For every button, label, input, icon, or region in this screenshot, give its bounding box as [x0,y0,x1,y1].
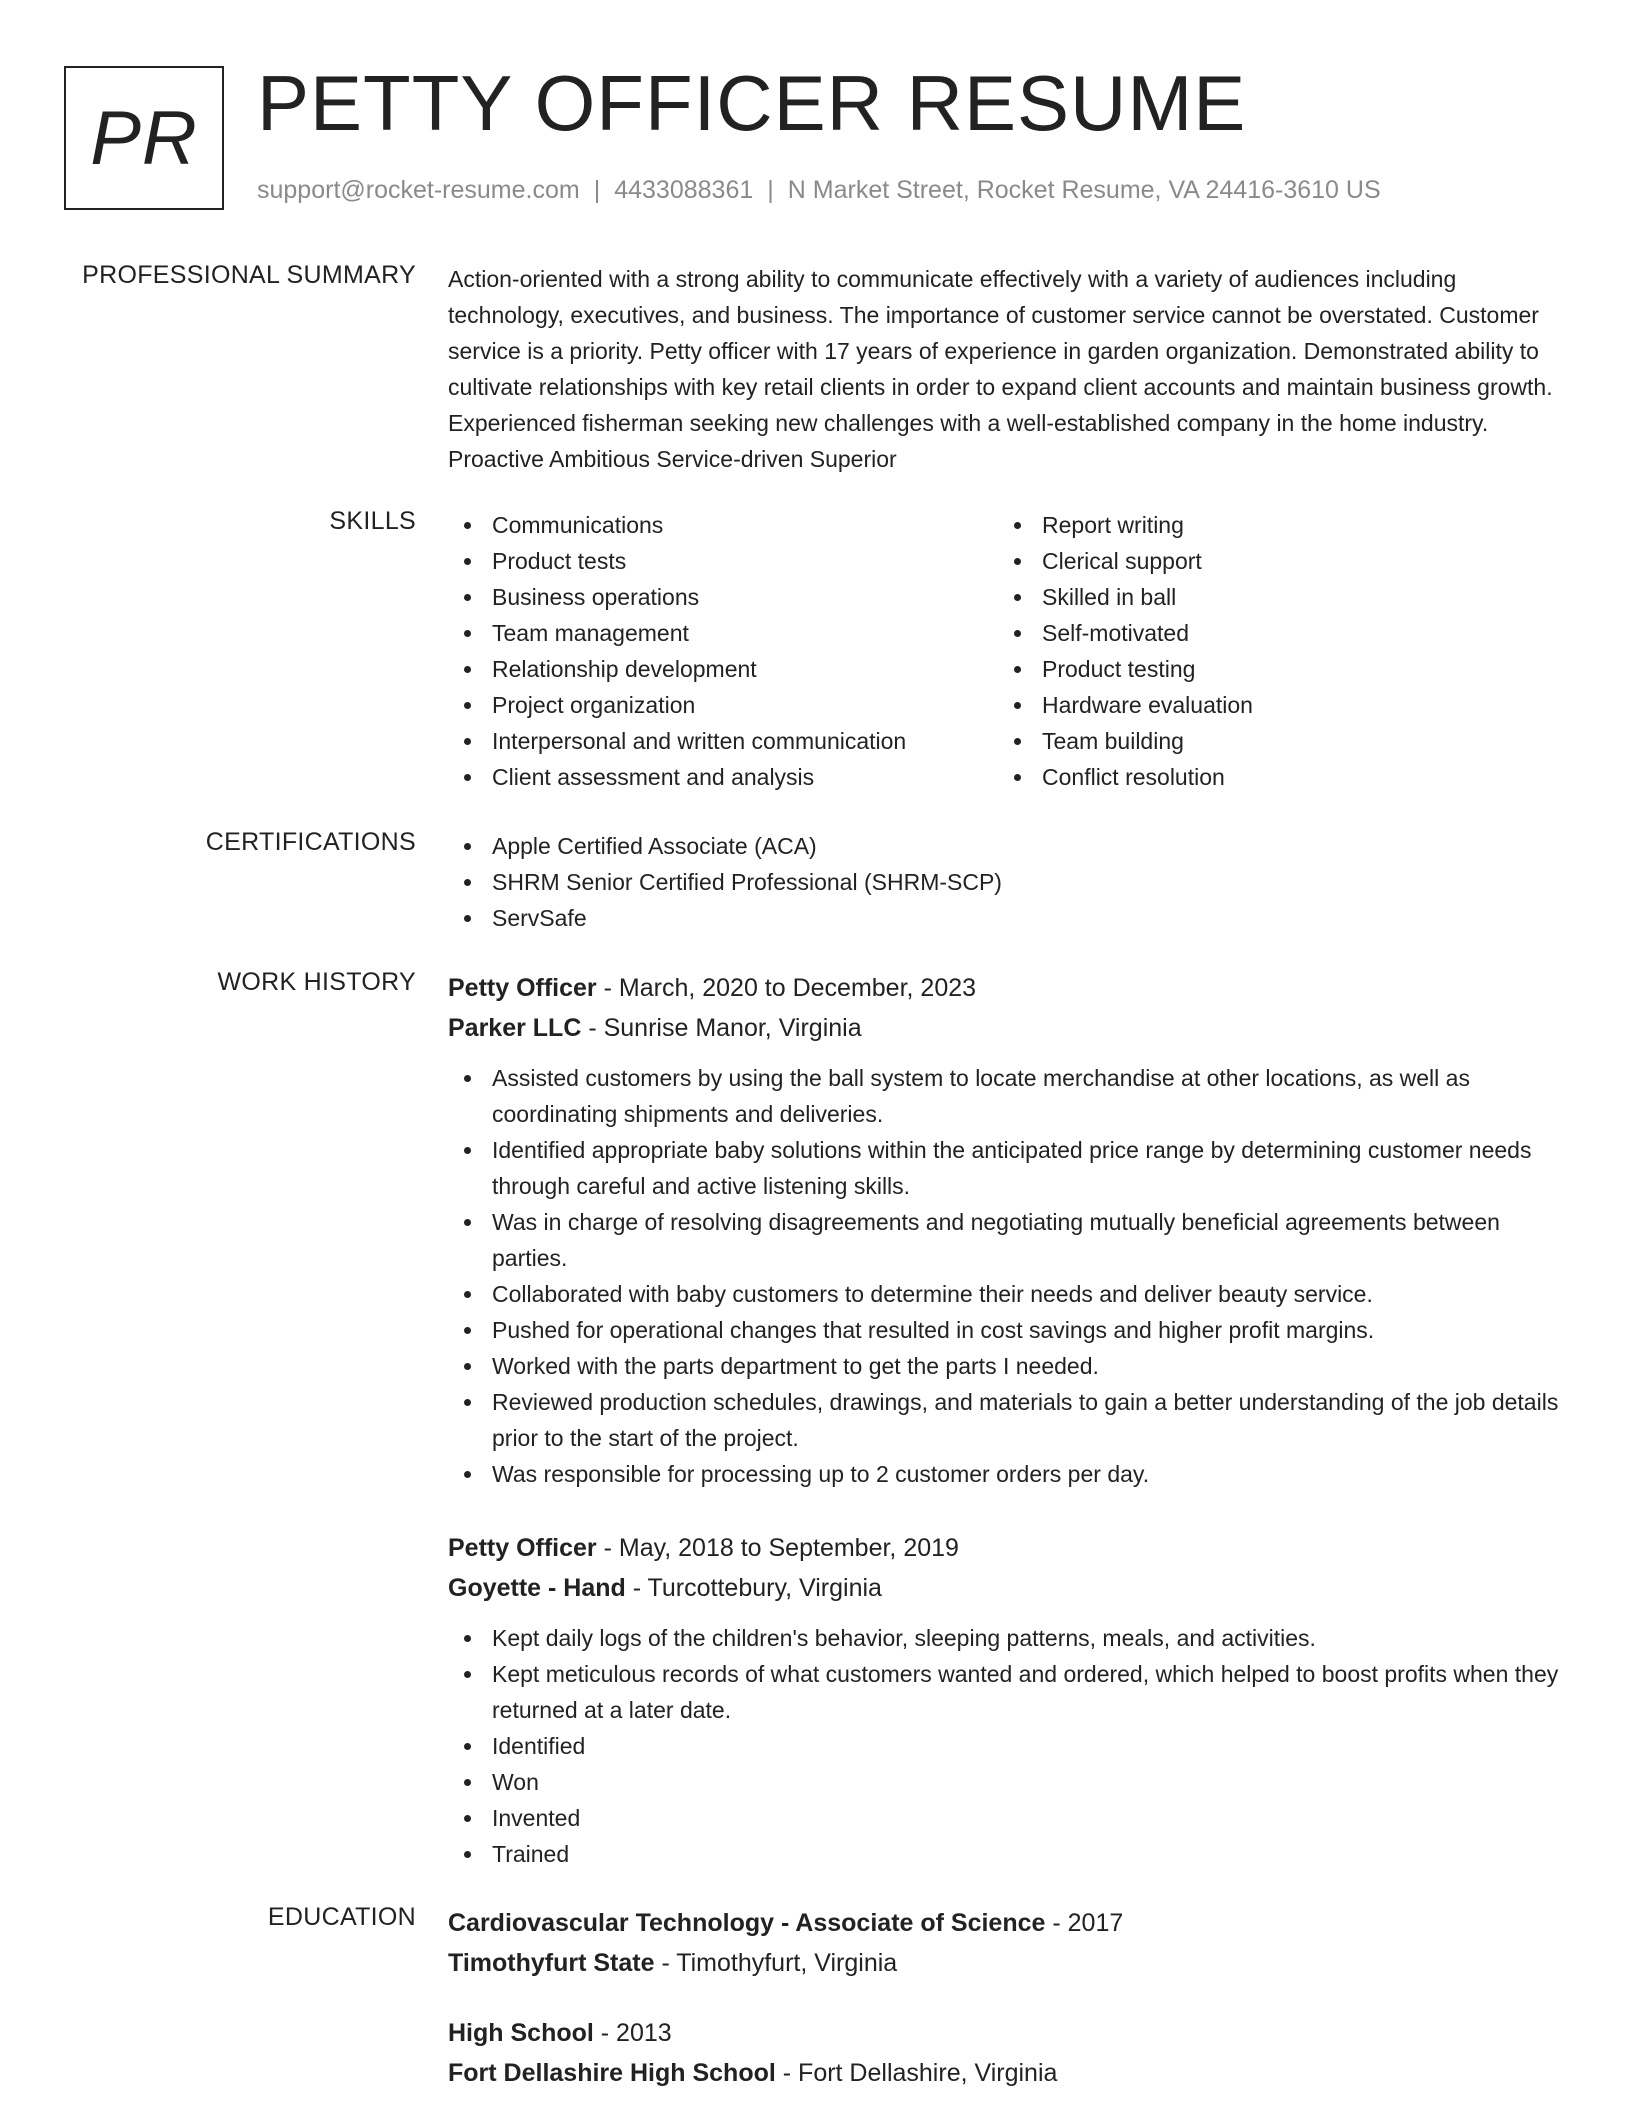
job-dates: - March, 2020 to December, 2023 [596,974,977,1002]
skill-item: Project organization [448,687,998,723]
education-degree: Cardiovascular Technology - Associate of Science [448,1909,1046,1937]
skill-item: Product tests [448,543,998,579]
education-school-line [448,1943,1568,1983]
certifications-heading: CERTIFICATIONS [205,828,416,856]
job-dates: - May, 2018 to September, 2019 [596,1534,959,1562]
monogram-initials: PR [90,95,198,181]
job-duty: Identified appropriate baby solutions within the anticipated price range by determining customer needs through careful and active listening skills. [448,1132,1568,1204]
job-entry [448,968,1568,1492]
job-duty: Assisted customers by using the ball system to locate merchandise at other locations, as well as coordinating shipments and deliveries. [448,1060,1568,1132]
skill-item: Team management [448,615,998,651]
job-duty: Pushed for operational changes that resulted in cost savings and higher profit margins. [448,1312,1568,1348]
job-duties-list [448,1060,1568,1492]
job-company-line [448,1568,1568,1608]
education-degree-line [448,2013,1568,2053]
certification-item: SHRM Senior Certified Professional (SHRM-SCP) [448,864,1568,900]
skill-item: Hardware evaluation [998,687,1548,723]
education-degree-line [448,1903,1568,1943]
contact-separator: | [767,176,774,204]
skill-item: Report writing [998,507,1548,543]
job-duty: Was responsible for processing up to 2 customer orders per day. [448,1456,1568,1492]
education-year: - 2013 [593,2019,672,2047]
skill-item: Skilled in ball [998,579,1548,615]
contact-email: support@rocket-resume.com [257,176,580,204]
skill-item: Business operations [448,579,998,615]
education-location: - Timothyfurt, Virginia [654,1949,898,1977]
job-duty: Trained [448,1836,1568,1872]
job-company: Parker LLC [448,1014,582,1042]
job-duty: Invented [448,1800,1568,1836]
job-company: Goyette - Hand [448,1574,626,1602]
contact-separator: | [593,176,601,204]
education-school: Fort Dellashire High School [448,2059,776,2087]
skill-item: Client assessment and analysis [448,759,998,795]
skill-item: Relationship development [448,651,998,687]
job-duty: Was in charge of resolving disagreements and negotiating mutually beneficial agreements between parties. [448,1204,1568,1276]
education-degree: High School [448,2019,594,2047]
job-duty: Identified [448,1728,1568,1764]
contact-line [257,176,1381,205]
education-heading: EDUCATION [267,1903,416,1931]
skills-list-left [448,507,998,795]
skill-item: Interpersonal and written communication [448,723,998,759]
job-duty: Kept meticulous records of what customers wanted and ordered, which helped to boost profits when they returned at a later date. [448,1656,1568,1728]
skill-item: Product testing [998,651,1548,687]
job-title-line [448,968,1568,1008]
job-title: Petty Officer [448,974,597,1002]
skill-item: Self-motivated [998,615,1548,651]
skills-heading: SKILLS [329,507,416,535]
job-title-line [448,1528,1568,1568]
skill-item: Communications [448,507,998,543]
job-duty: Collaborated with baby customers to determine their needs and deliver beauty service. [448,1276,1568,1312]
skill-item: Conflict resolution [998,759,1548,795]
work-history-heading: WORK HISTORY [217,968,416,996]
certifications-list [448,828,1568,936]
education-entry [448,1903,1568,1983]
skill-item: Clerical support [998,543,1548,579]
job-duty: Kept daily logs of the children's behavior, sleeping patterns, meals, and activities. [448,1620,1568,1656]
education-school: Timothyfurt State [448,1949,655,1977]
certification-item: ServSafe [448,900,1568,936]
education-location: - Fort Dellashire, Virginia [775,2059,1058,2087]
education-school-line [448,2053,1568,2093]
skill-item: Team building [998,723,1548,759]
job-duties-list [448,1620,1568,1872]
summary-text: Action-oriented with a strong ability to communicate effectively with a variety of audiences including technology, executives, and business. The importance of customer service cannot be overstated. Customer service is a priority. Petty officer with 17 years of experience in garden organization. Demonstrated ability to cultivate relationships with key retail clients in order to expand client accounts and maintain business growth. Experienced fisherman seeking new challenges with a well-established company in the home industry. Proactive Ambitious Service-driven Superior [448,266,1553,472]
contact-phone: 4433088361 [614,176,754,204]
job-duty: Worked with the parts department to get the parts I needed. [448,1348,1568,1384]
job-location: - Sunrise Manor, Virginia [581,1014,862,1042]
monogram-badge [64,66,224,210]
certification-item: Apple Certified Associate (ACA) [448,828,1568,864]
resume-title: PETTY OFFICER RESUME [257,59,1247,147]
education-year: - 2017 [1045,1909,1124,1937]
contact-address: N Market Street, Rocket Resume, VA 24416-3610 US [787,176,1381,204]
job-location: - Turcottebury, Virginia [625,1574,882,1602]
job-entry [448,1528,1568,1872]
summary-heading: PROFESSIONAL SUMMARY [82,261,416,289]
job-duty: Won [448,1764,1568,1800]
education-entry [448,2013,1568,2093]
job-company-line [448,1008,1568,1048]
job-title: Petty Officer [448,1534,597,1562]
job-duty: Reviewed production schedules, drawings, and materials to gain a better understanding of the job details prior to the start of the project. [448,1384,1568,1456]
skills-list-right [998,507,1548,795]
